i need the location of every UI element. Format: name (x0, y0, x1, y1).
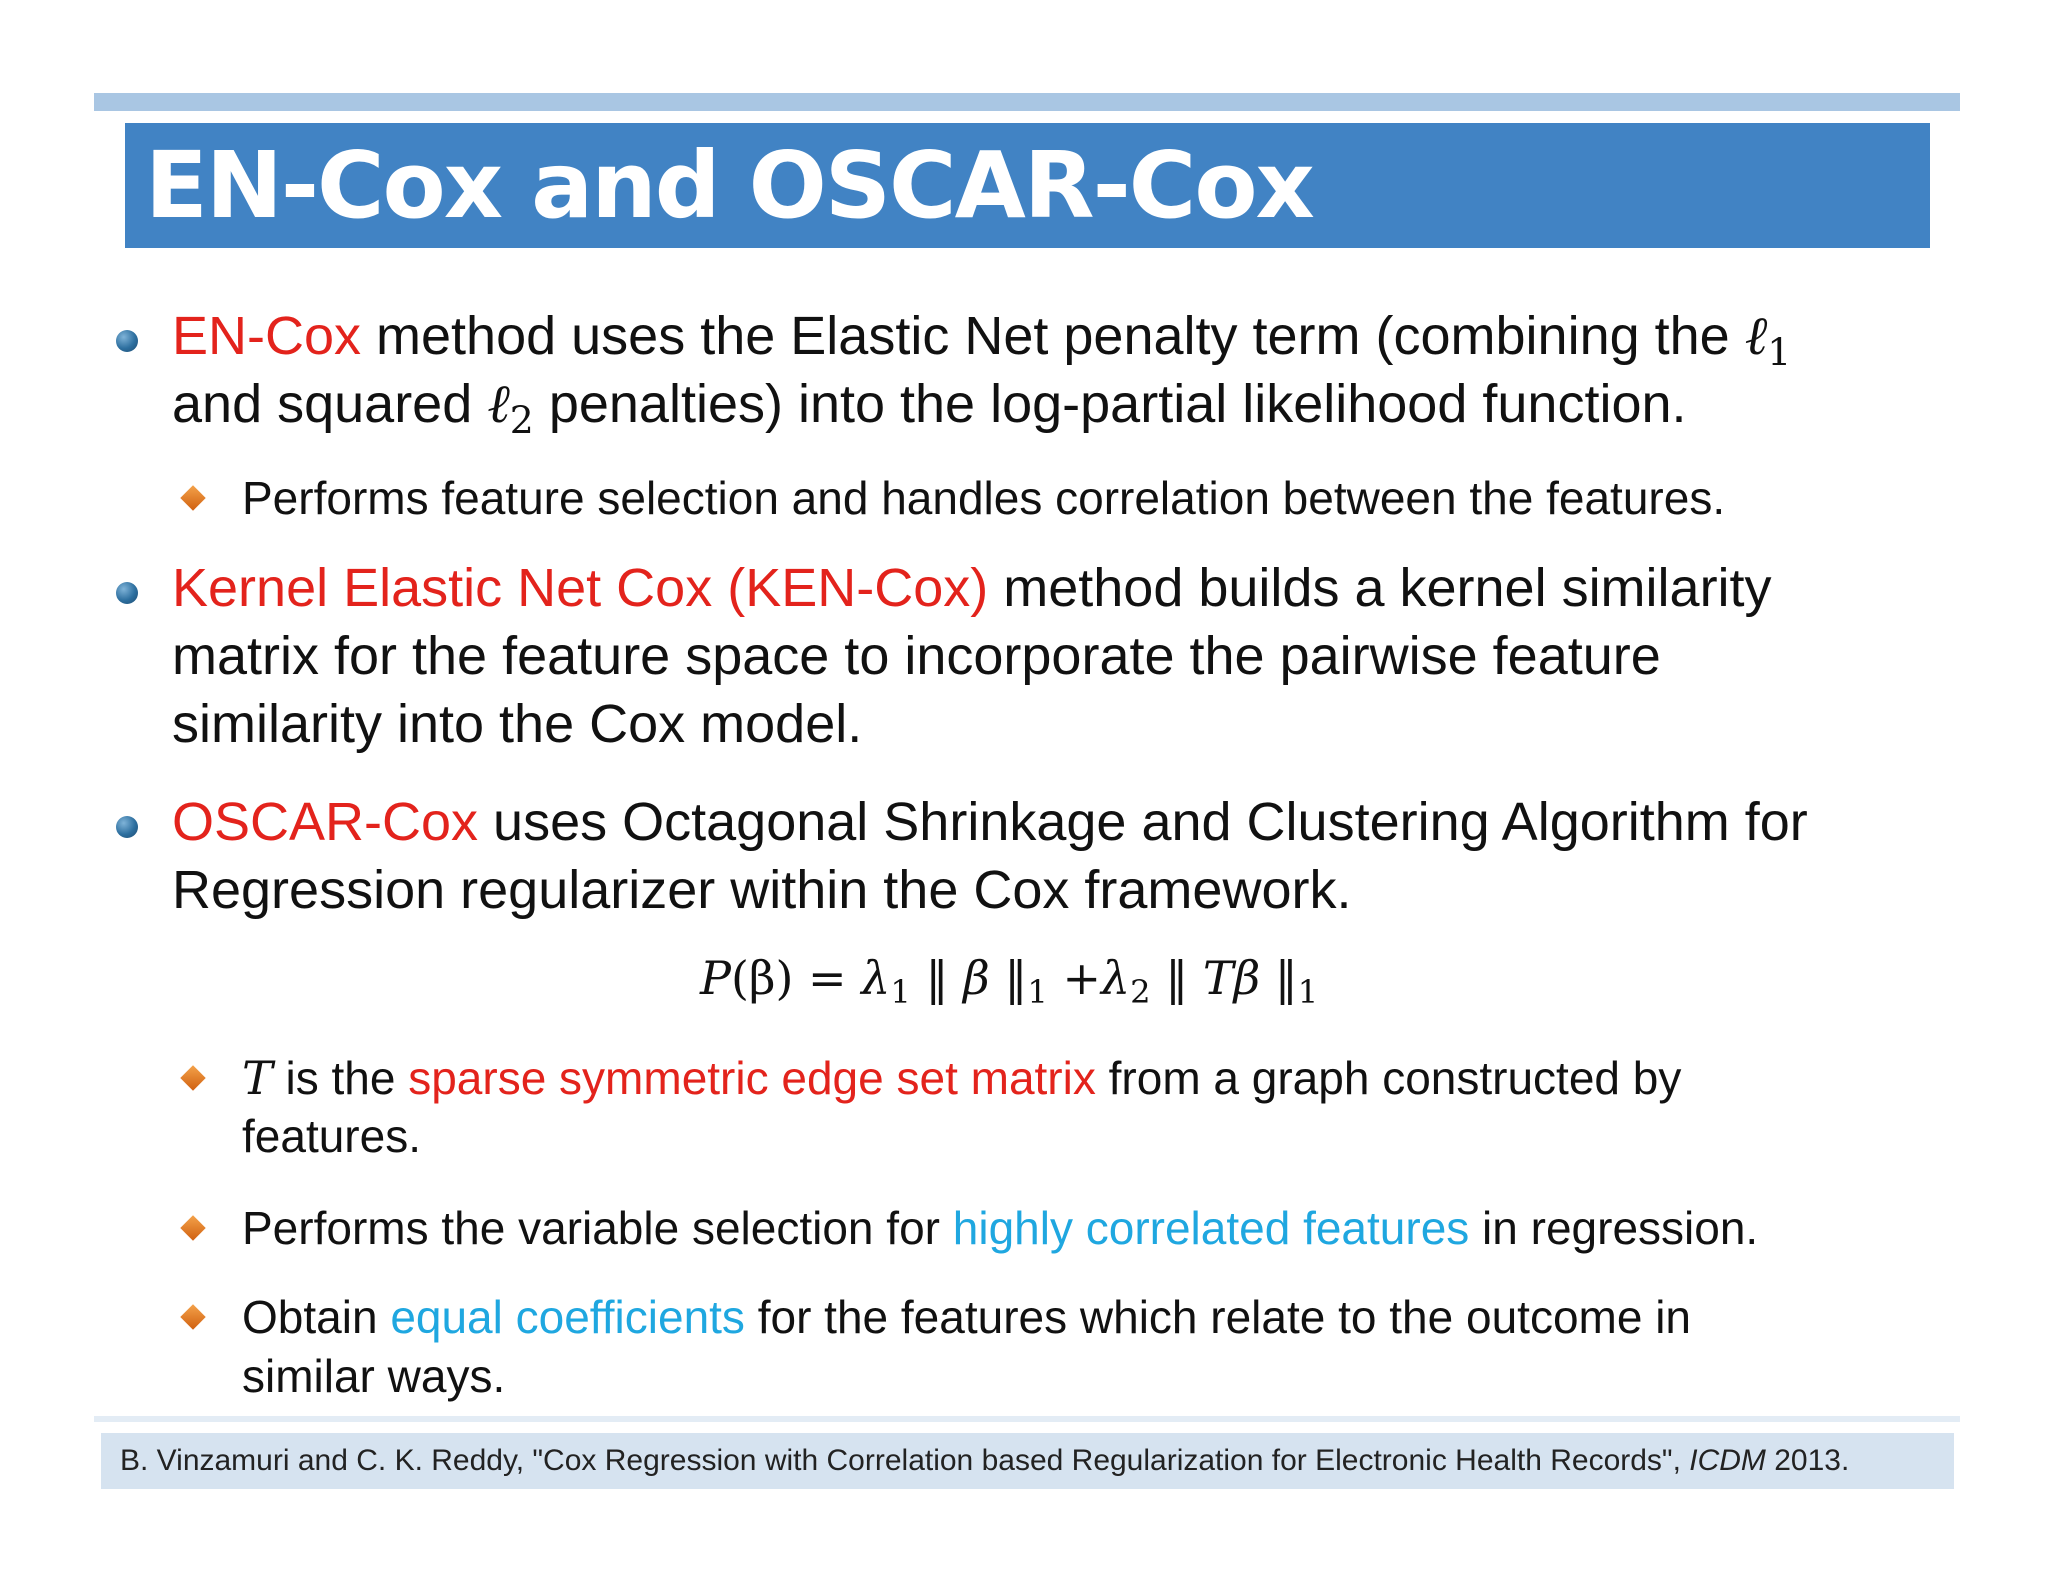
slide-title: EN-Cox and OSCAR-Cox (145, 132, 1313, 239)
bullet-text: method uses the Elastic Net penalty term (combining the (361, 306, 1745, 366)
citation-text: B. Vinzamuri and C. K. Reddy, "Cox Regression with Correlation based Regularization for Electronic Health Records", ICDM 2013. (120, 1444, 1850, 1477)
sub-bullet-feature-selection: Performs feature selection and handles correlation between the features. (242, 472, 1726, 524)
sub-bullet-t-matrix-line1: T is the sparse symmetric edge set matrix from a graph constructed by (242, 1051, 1682, 1105)
top-rule (94, 93, 1960, 111)
citation-bar (101, 1433, 1954, 1489)
oscar-penalty-formula: P(β) = λ1 ‖ β ‖1 +λ2 ‖ Tβ ‖1 (700, 951, 1319, 1012)
bullet-text: penalties) into the log-partial likelihood function. (533, 374, 1687, 434)
bullet-ken-cox-line1 (172, 554, 1932, 622)
bullet-en-cox-line2 (172, 370, 1932, 443)
sub-bullet-t-matrix-line2: features. (242, 1110, 421, 1162)
sub-bullet-diamond-icon (180, 1215, 205, 1240)
sub-bullet-equal-coefficients-line1: Obtain equal coefficients for the features which relate to the outcome in (242, 1291, 1692, 1343)
sub-bullet-equal-coefficients-line2: similar ways. (242, 1350, 506, 1402)
equal-coefficients-highlight: equal coefficients (390, 1291, 745, 1343)
sub-bullet-variable-selection: Performs the variable selection for highly correlated features in regression. (242, 1202, 1759, 1254)
correlated-features-highlight: highly correlated features (952, 1202, 1470, 1254)
oscar-cox-highlight: OSCAR-Cox (172, 792, 479, 852)
bottom-rule (94, 1416, 1960, 1422)
bullet-en-cox-line1 (172, 302, 1932, 375)
bullet-oscar-cox-line1 (172, 788, 1932, 856)
bullet-dot-icon (116, 330, 138, 352)
bullet-dot-icon (116, 582, 138, 604)
edge-set-highlight: sparse symmetric edge set matrix (408, 1052, 1096, 1104)
subscript: 1 (1767, 329, 1792, 374)
ken-cox-highlight: Kernel Elastic Net Cox (KEN-Cox) (172, 558, 989, 618)
bullet-ken-cox-line2: matrix for the feature space to incorporate the pairwise feature (172, 626, 1661, 686)
ell-symbol: ℓ (487, 372, 510, 435)
en-cox-highlight: EN-Cox (172, 306, 362, 366)
bullet-text: uses Octagonal Shrinkage and Clustering Algorithm for (478, 792, 1808, 852)
title-bar (125, 123, 1930, 248)
bullet-ken-cox-line3: similarity into the Cox model. (172, 694, 863, 754)
sub-bullet-diamond-icon (180, 1065, 205, 1090)
ell-symbol: ℓ (1744, 304, 1768, 367)
bullet-text: method builds a kernel similarity (988, 558, 1772, 618)
bullet-oscar-cox-line2: Regression regularizer within the Cox framework. (172, 860, 1352, 920)
citation-venue: ICDM (1689, 1444, 1766, 1477)
subscript: 2 (509, 397, 534, 442)
sub-bullet-diamond-icon (180, 485, 205, 510)
sub-bullet-diamond-icon (180, 1304, 205, 1329)
bullet-text: and squared (172, 374, 488, 434)
bullet-dot-icon (116, 816, 138, 838)
